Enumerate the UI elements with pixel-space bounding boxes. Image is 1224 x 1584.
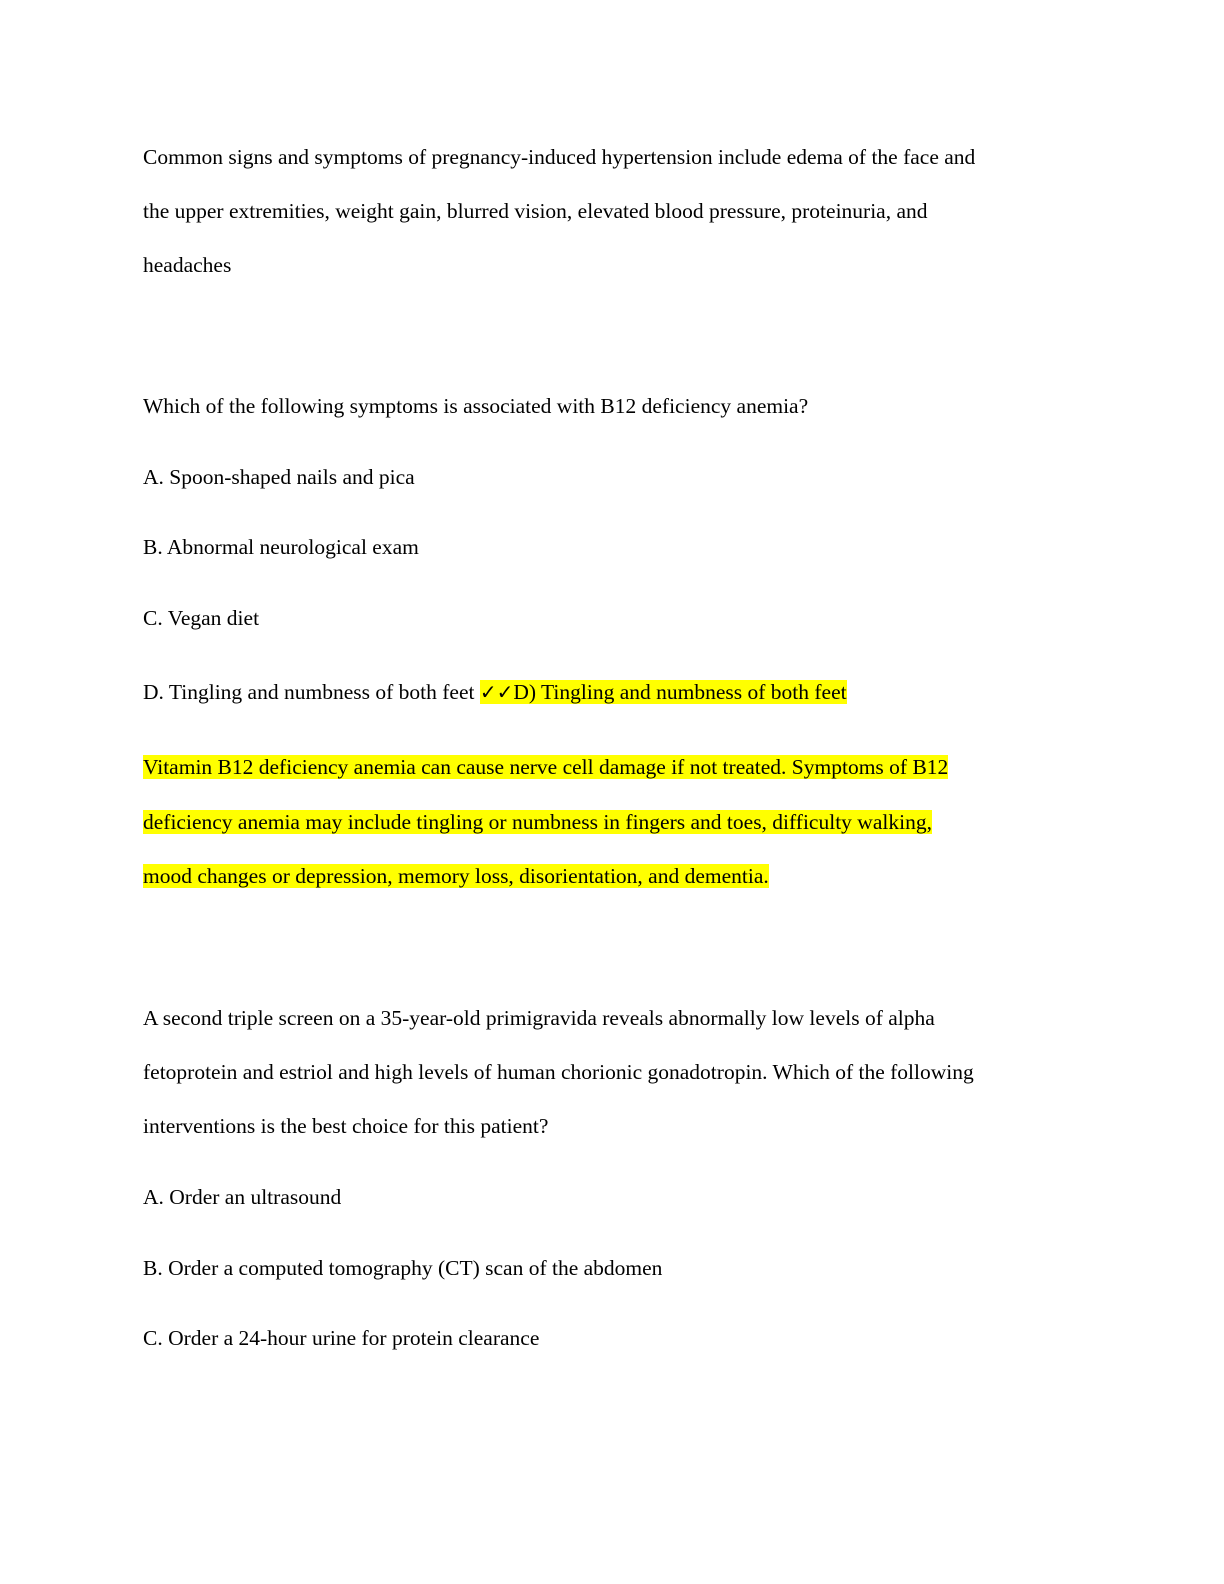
question-1-option-b: B. Abnormal neurological exam [143,535,419,559]
question-1-option-d-row [143,677,847,707]
question-2-option-b: B. Order a computed tomography (CT) scan of the abdomen [143,1256,663,1280]
double-check-icon: ✓✓ [479,680,514,704]
question-2-stem-line: fetoprotein and estriol and high levels of human chorionic gonadotropin. Which of the following [143,1060,974,1084]
question-2-stem-line: interventions is the best choice for this patient? [143,1114,549,1138]
rationale-line [143,861,769,891]
rationale-text: Vitamin B12 deficiency anemia can cause nerve cell damage if not treated. Symptoms of B12 [143,755,949,779]
intro-line: the upper extremities, weight gain, blurred vision, elevated blood pressure, proteinuria, and [143,199,928,223]
intro-line: Common signs and symptoms of pregnancy-induced hypertension include edema of the face and [143,145,976,169]
rationale-line [143,752,948,782]
question-1-option-c: C. Vegan diet [143,606,260,630]
rationale-text: mood changes or depression, memory loss, disorientation, and dementia. [143,864,769,888]
question-1-option-d: D. Tingling and numbness of both feet [143,680,480,704]
question-1-option-a: A. Spoon-shaped nails and pica [143,465,415,489]
rationale-text: deficiency anemia may include tingling or numbness in fingers and toes, difficulty walking, [143,810,932,834]
intro-line: headaches [143,253,232,277]
question-2-option-a: A. Order an ultrasound [143,1185,342,1209]
answer-text: D) Tingling and numbness of both feet [513,680,847,704]
rationale-line [143,807,932,837]
question-2-option-c: C. Order a 24-hour urine for protein clearance [143,1326,540,1350]
question-1-stem: Which of the following symptoms is associated with B12 deficiency anemia? [143,394,809,418]
answer-highlight [480,680,847,704]
question-2-stem-line: A second triple screen on a 35-year-old primigravida reveals abnormally low levels of alpha [143,1006,935,1030]
